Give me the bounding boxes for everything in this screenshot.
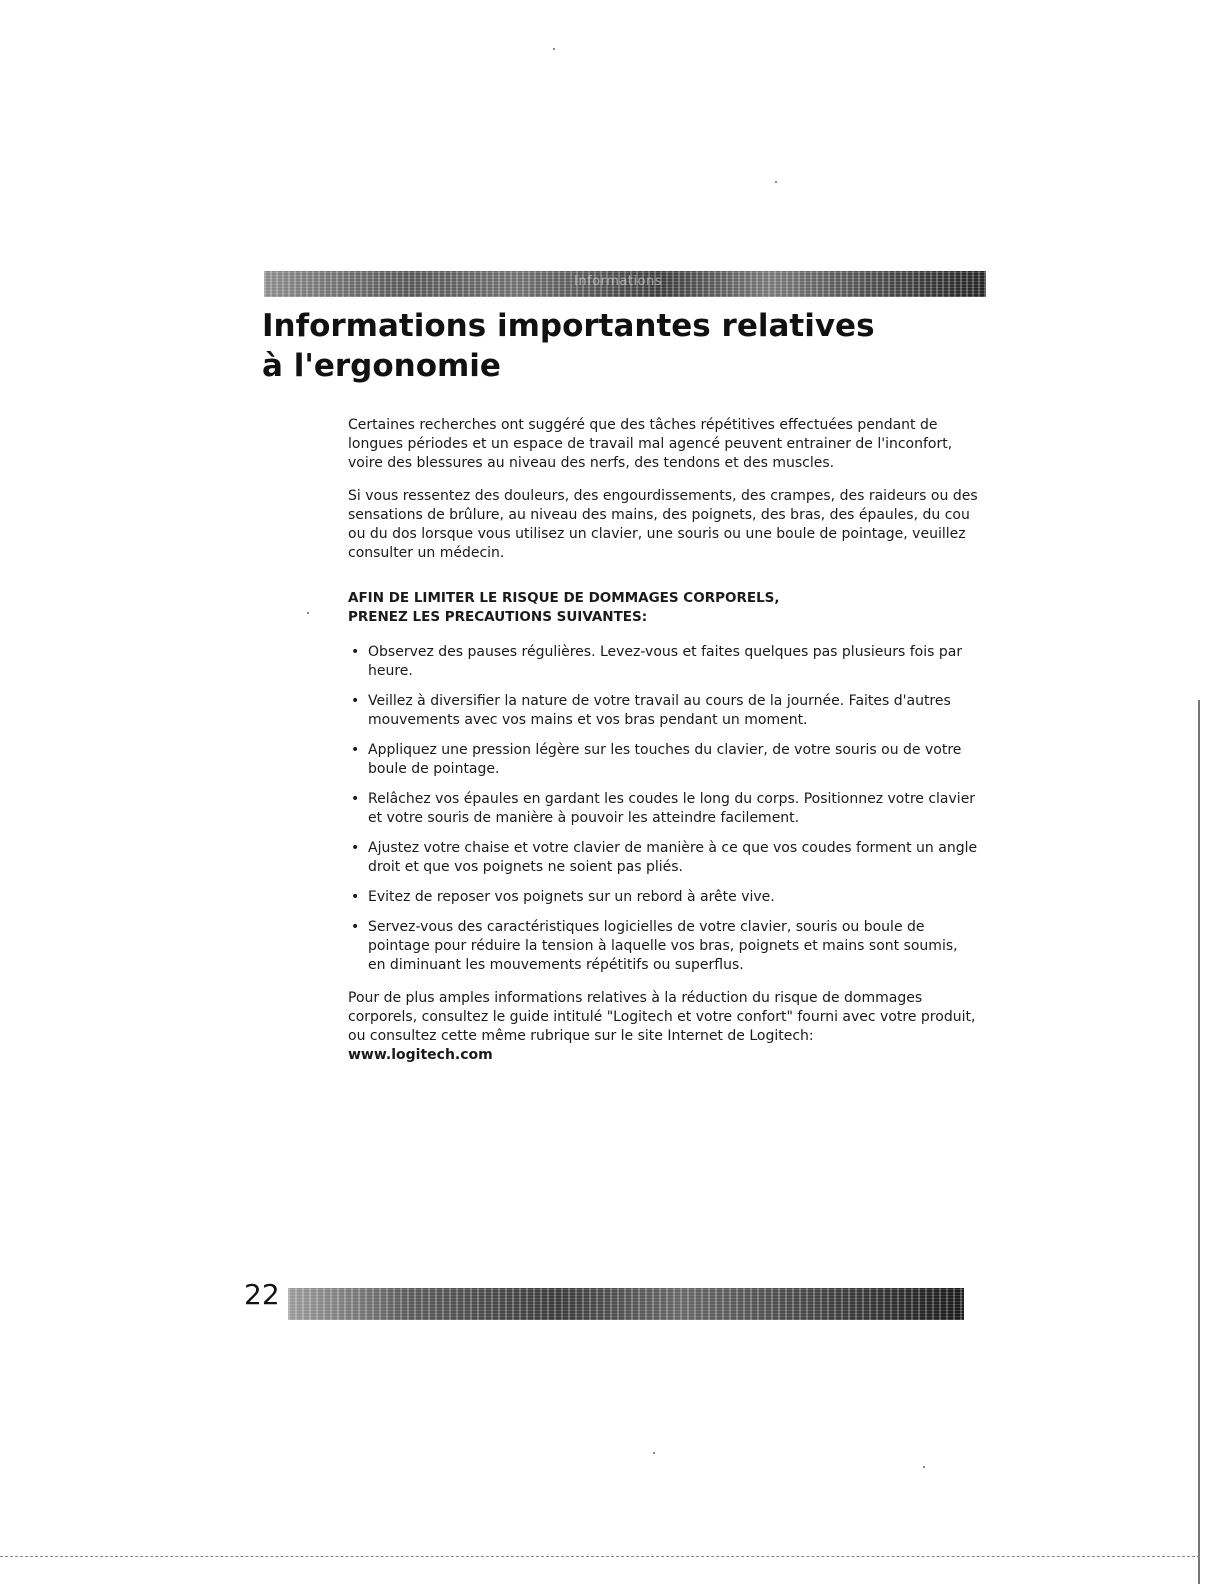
bullet-icon: • (351, 693, 360, 709)
scan-speck (307, 612, 309, 614)
footer-decorative-band (288, 1288, 964, 1320)
intro-paragraph-2: Si vous ressentez des douleurs, des engourdissements, des crampes, des raideurs ou des sensations de brûlure, au niveau des mains, des poignets, des bras, des épaules, du cou ou du dos lorsque vous utilisez un clavier, une souris ou une boule de pointage, veuillez consulter un médecin. (348, 488, 978, 561)
precaution-text: Ajustez votre chaise et votre clavier de manière à ce que vos coudes forment un angle droit et que vos poignets ne soient pas pliés. (368, 840, 978, 875)
page-title-line-2: à l'ergonomie (262, 348, 501, 384)
closing-paragraph (348, 989, 978, 1065)
precaution-text: Appliquez une pression légère sur les touches du clavier, de votre souris ou de votre boule de pointage. (368, 742, 962, 777)
scan-speck (553, 48, 555, 50)
precautions-heading-line-2: PRENEZ LES PRECAUTIONS SUIVANTES: (348, 609, 648, 625)
closing-text: Pour de plus amples informations relatives à la réduction du risque de dommages corporels, consultez le guide intitulé "Logitech et votre confort" fourni avec votre produit, ou consultez cette même rubrique sur le site Internet de Logitech: (348, 990, 976, 1044)
bullet-icon: • (351, 919, 360, 935)
intro-paragraph-1: Certaines recherches ont suggéré que des tâches répétitives effectuées pendant de longues périodes et un espace de travail mal agencé peuvent entrainer de l'inconfort, voire des blessures au niveau des nerfs, des tendons et des muscles. (348, 417, 953, 471)
precaution-item (348, 888, 978, 907)
precautions-list (348, 643, 978, 975)
bullet-icon: • (351, 742, 360, 758)
scan-speck (653, 1452, 655, 1454)
precaution-text: Veillez à diversifier la nature de votre travail au cours de la journée. Faites d'autres mouvements avec vos mains et vos bras pendant un moment. (368, 693, 951, 728)
precaution-text: Relâchez vos épaules en gardant les coudes le long du corps. Positionnez votre clavier et votre souris de manière à pouvoir les atteindre facilement. (368, 791, 976, 826)
scan-speck (923, 1466, 925, 1468)
precautions-heading (348, 589, 978, 627)
precautions-heading-line-1: AFIN DE LIMITER LE RISQUE DE DOMMAGES CORPORELS, (348, 590, 780, 606)
precaution-text: Servez-vous des caractéristiques logicielles de votre clavier, souris ou boule de pointage pour réduire la tension à laquelle vos bras, poignets et mains sont soumis, en diminuant les mouvements répétitifs ou superflus. (368, 919, 958, 973)
precaution-text: Observez des pauses régulières. Levez-vous et faites quelques pas plusieurs fois par heure. (368, 644, 963, 679)
website-link[interactable]: www.logitech.com (348, 1047, 493, 1063)
precaution-item (348, 918, 978, 975)
header-band-label: Informations (574, 274, 663, 289)
page-number: 22 (244, 1278, 280, 1311)
precaution-text: Evitez de reposer vos poignets sur un rebord à arête vive. (368, 889, 775, 905)
precaution-item (348, 643, 978, 681)
precaution-item (348, 741, 978, 779)
precaution-item (348, 790, 978, 828)
bullet-icon: • (351, 791, 360, 807)
scan-edge-bottom (0, 1556, 1200, 1558)
bullet-icon: • (351, 840, 360, 856)
bullet-icon: • (351, 889, 360, 905)
scan-edge-right (1198, 700, 1200, 1584)
main-content (348, 416, 978, 1079)
page-title-line-1: Informations importantes relatives (262, 308, 875, 344)
header-decorative-band (264, 271, 986, 297)
page-title (262, 306, 962, 386)
bullet-icon: • (351, 644, 360, 660)
scan-speck (775, 181, 777, 183)
precaution-item (348, 692, 978, 730)
precaution-item (348, 839, 978, 877)
